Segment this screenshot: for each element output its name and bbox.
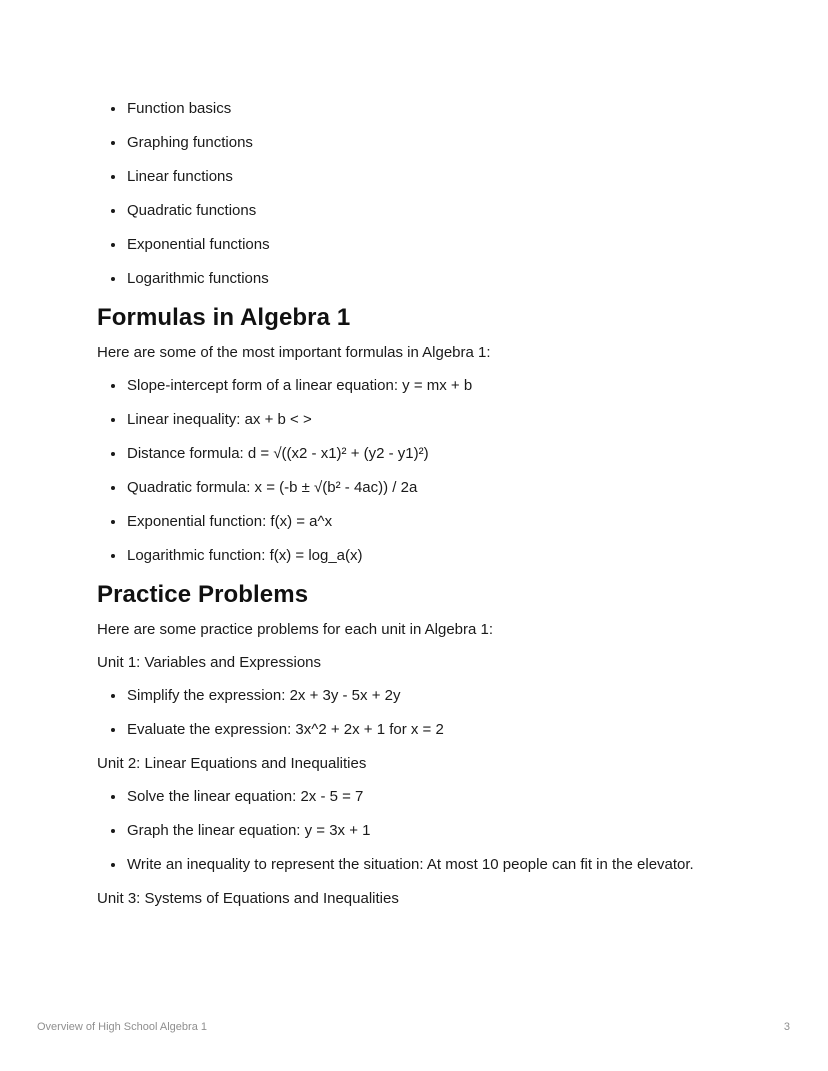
topics-list [97, 98, 731, 290]
list-item: • Simplify the expression: 2x + 3y - 5x + 2y [126, 685, 731, 707]
list-item: • Graphing functions [126, 132, 731, 154]
list-item: • Linear functions [126, 166, 731, 188]
unit-title-2: Unit 2: Linear Equations and Inequalities [97, 755, 367, 772]
section-heading-formulas: Formulas in Algebra 1 [97, 304, 351, 331]
list-item: • Quadratic functions [126, 200, 731, 222]
list-item: • Slope-intercept form of a linear equation: y = mx + b [126, 375, 731, 397]
list-item: • Logarithmic functions [126, 268, 731, 290]
list-item: • Quadratic formula: x = (-b ± √(b² - 4ac)) / 2a [126, 477, 731, 499]
list-item: • Solve the linear equation: 2x - 5 = 7 [126, 786, 731, 808]
section-heading-practice: Practice Problems [97, 581, 309, 608]
practice-intro-text: Here are some practice problems for each unit in Algebra 1: [97, 621, 494, 638]
footer-document-title: Overview of High School Algebra 1 [37, 1021, 207, 1033]
list-item: • Graph the linear equation: y = 3x + 1 [126, 820, 731, 842]
page-footer [37, 1020, 790, 1034]
footer-page-number: 3 [783, 1021, 790, 1033]
list-item: • Logarithmic function: f(x) = log_a(x) [126, 545, 731, 567]
formulas-intro-text: Here are some of the most important formulas in Algebra 1: [97, 344, 491, 361]
list-item: • Linear inequality: ax + b < > [126, 409, 731, 431]
unit-2-problems-list [97, 786, 731, 876]
unit-1-problems-list [97, 685, 731, 741]
unit-title-1: Unit 1: Variables and Expressions [97, 654, 322, 671]
list-item: • Exponential function: f(x) = a^x [126, 511, 731, 533]
list-item: • Write an inequality to represent the situation: At most 10 people can fit in the elevator. [126, 854, 731, 876]
formulas-list [97, 375, 731, 567]
list-item: • Exponential functions [126, 234, 731, 256]
list-item: • Distance formula: d = √((x2 - x1)² + (y2 - y1)²) [126, 443, 731, 465]
unit-title-3: Unit 3: Systems of Equations and Inequalities [97, 890, 399, 907]
list-item: • Evaluate the expression: 3x^2 + 2x + 1 for x = 2 [126, 719, 731, 741]
list-item: • Function basics [126, 98, 731, 120]
